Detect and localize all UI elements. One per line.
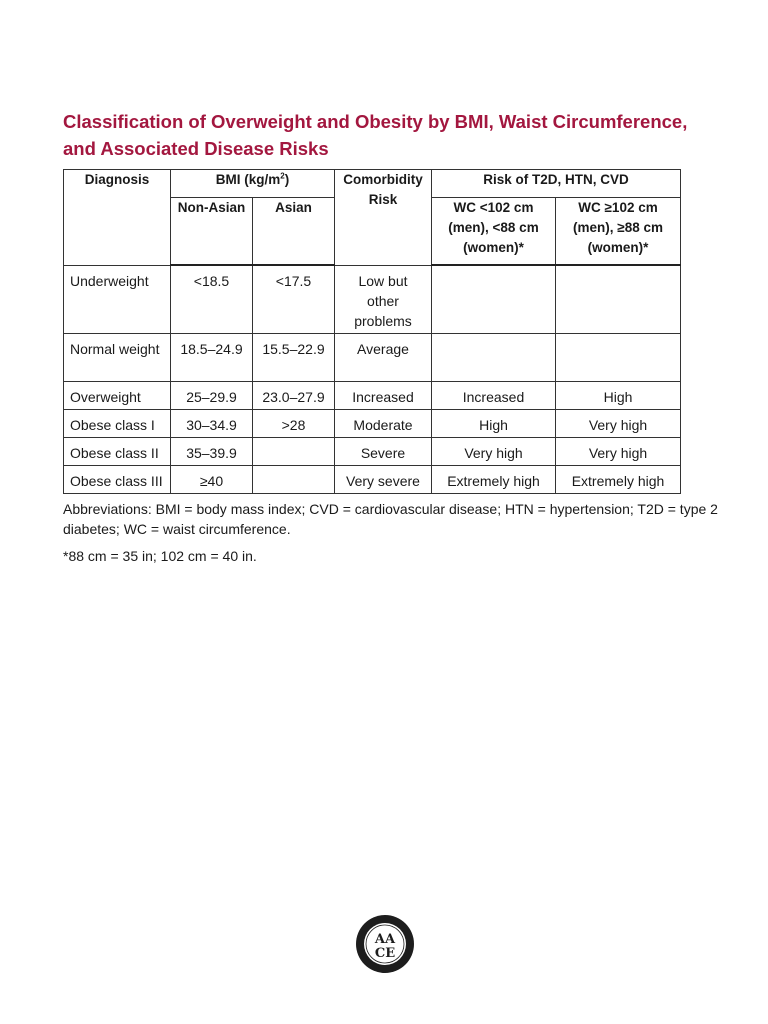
header-diagnosis: Diagnosis — [64, 170, 171, 266]
cell-diagnosis: Obese class I — [64, 410, 171, 438]
abbreviations-note: Abbreviations: BMI = body mass index; CVD = cardiovascular disease; HTN = hypertension; T2D = type 2 diabetes; WC = waist circumference. — [63, 501, 718, 537]
cell-non-asian: 35–39.9 — [171, 438, 253, 466]
cell-wc-low — [432, 334, 556, 382]
table-row — [64, 410, 681, 438]
cell-non-asian: 18.5–24.9 — [171, 334, 253, 382]
cell-asian — [253, 438, 335, 466]
header-wc-low: WC <102 cm (men), <88 cm (women)* — [432, 198, 556, 266]
cell-asian: >28 — [253, 410, 335, 438]
cell-non-asian: 30–34.9 — [171, 410, 253, 438]
cell-diagnosis: Obese class II — [64, 438, 171, 466]
conversion-note: *88 cm = 35 in; 102 cm = 40 in. — [63, 548, 257, 564]
cell-comorbidity: Increased — [335, 382, 432, 410]
cell-asian: 23.0–27.9 — [253, 382, 335, 410]
header-bmi-group: BMI $(kg/m^2)$ — [171, 170, 335, 198]
table-footnotes — [63, 500, 723, 575]
header-asian: Asian — [253, 198, 335, 266]
table-row — [64, 382, 681, 410]
cell-comorbidity: Low but other problems — [335, 265, 432, 334]
cell-non-asian: <18.5 — [171, 265, 253, 334]
cell-wc-high: Extremely high — [556, 466, 681, 494]
classification-table — [63, 169, 681, 494]
cell-wc-high — [556, 334, 681, 382]
cell-diagnosis: Overweight — [64, 382, 171, 410]
cell-wc-high: High — [556, 382, 681, 410]
svg-text:AA: AA — [374, 932, 396, 947]
cell-diagnosis: Underweight — [64, 265, 171, 334]
cell-wc-low: High — [432, 410, 556, 438]
table-row — [64, 466, 681, 494]
header-non-asian: Non-Asian — [171, 198, 253, 266]
cell-wc-high: Very high — [556, 410, 681, 438]
table-row — [64, 334, 681, 382]
cell-non-asian: 25–29.9 — [171, 382, 253, 410]
cell-comorbidity: Very severe — [335, 466, 432, 494]
aace-logo-icon — [355, 914, 415, 974]
svg-text:CE: CE — [374, 946, 396, 961]
cell-wc-low: Extremely high — [432, 466, 556, 494]
cell-non-asian: ≥40 — [171, 466, 253, 494]
page-title: Classification of Overweight and Obesity by BMI, Waist Circumference, and Associated Disease Risks — [63, 111, 688, 159]
cell-comorbidity: Moderate — [335, 410, 432, 438]
cell-asian: <17.5 — [253, 265, 335, 334]
cell-diagnosis: Normal weight — [64, 334, 171, 382]
header-risk-group: Risk of T2D, HTN, CVD — [432, 170, 681, 198]
cell-wc-low: Very high — [432, 438, 556, 466]
cell-asian — [253, 466, 335, 494]
table-row — [64, 265, 681, 334]
cell-asian: 15.5–22.9 — [253, 334, 335, 382]
cell-comorbidity: Average — [335, 334, 432, 382]
cell-diagnosis: Obese class III — [64, 466, 171, 494]
header-comorbidity: Comorbidity Risk — [335, 170, 432, 266]
header-wc-high: WC ≥102 cm (men), ≥88 cm (women)* — [556, 198, 681, 266]
cell-comorbidity: Severe — [335, 438, 432, 466]
table-row — [64, 438, 681, 466]
cell-wc-low: Increased — [432, 382, 556, 410]
cell-wc-high — [556, 265, 681, 334]
cell-wc-low — [432, 265, 556, 334]
cell-wc-high: Very high — [556, 438, 681, 466]
